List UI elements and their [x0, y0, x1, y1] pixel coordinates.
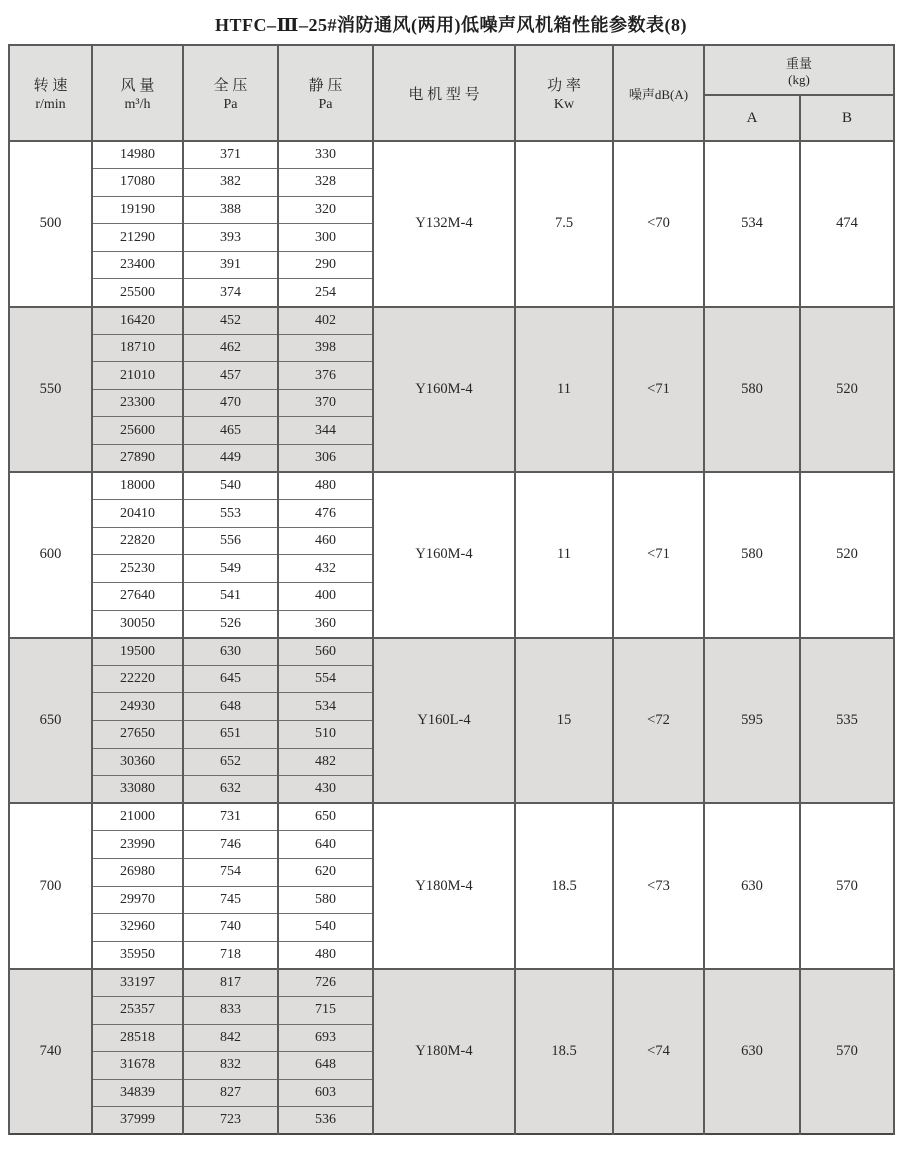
static-pressure-cell: 476	[278, 500, 373, 528]
total-pressure-cell: 833	[183, 996, 278, 1024]
total-pressure-cell: 731	[183, 803, 278, 831]
flow-cell: 22820	[92, 527, 183, 555]
flow-cell: 25500	[92, 279, 183, 307]
static-pressure-cell: 400	[278, 583, 373, 611]
speed-cell: 600	[9, 472, 92, 638]
total-pressure-cell: 540	[183, 472, 278, 500]
flow-cell: 29970	[92, 886, 183, 914]
header-speed-unit: r/min	[35, 96, 66, 112]
static-pressure-cell: 580	[278, 886, 373, 914]
weight-b-cell: 520	[800, 472, 894, 638]
static-pressure-cell: 344	[278, 417, 373, 445]
static-pressure-cell: 432	[278, 555, 373, 583]
total-pressure-cell: 457	[183, 362, 278, 390]
static-pressure-cell: 715	[278, 996, 373, 1024]
motor-model-cell: Y132M-4	[373, 141, 515, 307]
weight-a-cell: 534	[704, 141, 800, 307]
header-total-pressure-unit: Pa	[223, 96, 238, 112]
flow-cell: 27650	[92, 720, 183, 748]
static-pressure-cell: 693	[278, 1024, 373, 1052]
weight-a-cell: 630	[704, 969, 800, 1135]
total-pressure-cell: 371	[183, 141, 278, 169]
noise-cell: <71	[613, 472, 704, 638]
total-pressure-cell: 382	[183, 169, 278, 197]
flow-cell: 26980	[92, 858, 183, 886]
speed-cell: 500	[9, 141, 92, 307]
static-pressure-cell: 370	[278, 389, 373, 417]
header-motor-model-zh: 电 机 型 号	[408, 86, 480, 103]
flow-cell: 20410	[92, 500, 183, 528]
flow-cell: 27640	[92, 583, 183, 611]
flow-cell: 31678	[92, 1052, 183, 1080]
flow-cell: 25357	[92, 996, 183, 1024]
static-pressure-cell: 480	[278, 472, 373, 500]
weight-b-cell: 570	[800, 969, 894, 1135]
weight-b-cell: 520	[800, 307, 894, 473]
static-pressure-cell: 430	[278, 776, 373, 804]
fan-performance-table	[8, 44, 895, 1135]
total-pressure-cell: 648	[183, 693, 278, 721]
header-weight-unit: (kg)	[788, 71, 810, 87]
static-pressure-cell: 510	[278, 720, 373, 748]
header-speed-zh: 转 速	[33, 77, 68, 94]
total-pressure-cell: 449	[183, 445, 278, 473]
flow-cell: 33080	[92, 776, 183, 804]
weight-a-cell: 580	[704, 472, 800, 638]
static-pressure-cell: 480	[278, 941, 373, 969]
motor-model-cell: Y160M-4	[373, 472, 515, 638]
total-pressure-cell: 745	[183, 886, 278, 914]
static-pressure-cell: 328	[278, 169, 373, 197]
weight-a-cell: 630	[704, 803, 800, 969]
weight-b-cell: 535	[800, 638, 894, 804]
total-pressure-cell: 452	[183, 307, 278, 335]
total-pressure-cell: 553	[183, 500, 278, 528]
total-pressure-cell: 754	[183, 858, 278, 886]
flow-cell: 23300	[92, 389, 183, 417]
flow-cell: 22220	[92, 665, 183, 693]
total-pressure-cell: 632	[183, 776, 278, 804]
total-pressure-cell: 746	[183, 831, 278, 859]
flow-cell: 27890	[92, 445, 183, 473]
total-pressure-cell: 740	[183, 914, 278, 942]
flow-cell: 19190	[92, 196, 183, 224]
total-pressure-cell: 630	[183, 638, 278, 666]
noise-cell: <73	[613, 803, 704, 969]
flow-cell: 14980	[92, 141, 183, 169]
flow-cell: 21000	[92, 803, 183, 831]
header-static-pressure-zh: 静 压	[308, 77, 343, 94]
header-weight-a: A	[704, 95, 800, 141]
total-pressure-cell: 465	[183, 417, 278, 445]
static-pressure-cell: 320	[278, 196, 373, 224]
total-pressure-cell: 541	[183, 583, 278, 611]
flow-cell: 18710	[92, 334, 183, 362]
static-pressure-cell: 650	[278, 803, 373, 831]
static-pressure-cell: 603	[278, 1079, 373, 1107]
total-pressure-cell: 391	[183, 251, 278, 279]
header-flow	[92, 45, 183, 141]
total-pressure-cell: 817	[183, 969, 278, 997]
static-pressure-cell: 330	[278, 141, 373, 169]
table-body	[9, 141, 894, 1134]
flow-cell: 32960	[92, 914, 183, 942]
static-pressure-cell: 290	[278, 251, 373, 279]
noise-cell: <70	[613, 141, 704, 307]
total-pressure-cell: 556	[183, 527, 278, 555]
header-static-pressure-unit: Pa	[318, 96, 333, 112]
flow-cell: 30050	[92, 610, 183, 638]
total-pressure-cell: 842	[183, 1024, 278, 1052]
total-pressure-cell: 832	[183, 1052, 278, 1080]
total-pressure-cell: 652	[183, 748, 278, 776]
noise-cell: <72	[613, 638, 704, 804]
total-pressure-cell: 462	[183, 334, 278, 362]
weight-b-cell: 570	[800, 803, 894, 969]
flow-cell: 21010	[92, 362, 183, 390]
motor-model-cell: Y160M-4	[373, 307, 515, 473]
header-power-zh: 功 率	[547, 77, 581, 94]
static-pressure-cell: 376	[278, 362, 373, 390]
flow-cell: 17080	[92, 169, 183, 197]
flow-cell: 28518	[92, 1024, 183, 1052]
power-cell: 18.5	[515, 803, 613, 969]
table-row	[9, 472, 894, 500]
header-noise	[613, 45, 704, 141]
total-pressure-cell: 549	[183, 555, 278, 583]
flow-cell: 18000	[92, 472, 183, 500]
header-power-unit: Kw	[553, 96, 575, 112]
power-cell: 7.5	[515, 141, 613, 307]
flow-cell: 19500	[92, 638, 183, 666]
table-row	[9, 307, 894, 335]
table-row	[9, 969, 894, 997]
header-static-pressure	[278, 45, 373, 141]
header-motor-model	[373, 45, 515, 141]
flow-cell: 21290	[92, 224, 183, 252]
header-flow-unit: m³/h	[124, 96, 151, 112]
static-pressure-cell: 360	[278, 610, 373, 638]
weight-a-cell: 580	[704, 307, 800, 473]
total-pressure-cell: 470	[183, 389, 278, 417]
power-cell: 11	[515, 472, 613, 638]
static-pressure-cell: 540	[278, 914, 373, 942]
header-flow-zh: 风 量	[120, 77, 155, 94]
motor-model-cell: Y160L-4	[373, 638, 515, 804]
static-pressure-cell: 620	[278, 858, 373, 886]
header-weight-b: B	[800, 95, 894, 141]
header-speed	[9, 45, 92, 141]
static-pressure-cell: 536	[278, 1107, 373, 1135]
static-pressure-cell: 254	[278, 279, 373, 307]
flow-cell: 30360	[92, 748, 183, 776]
flow-cell: 35950	[92, 941, 183, 969]
power-cell: 15	[515, 638, 613, 804]
total-pressure-cell: 827	[183, 1079, 278, 1107]
noise-cell: <71	[613, 307, 704, 473]
header-total-pressure	[183, 45, 278, 141]
total-pressure-cell: 645	[183, 665, 278, 693]
static-pressure-cell: 726	[278, 969, 373, 997]
static-pressure-cell: 300	[278, 224, 373, 252]
total-pressure-cell: 723	[183, 1107, 278, 1135]
header-total-pressure-zh: 全 压	[213, 77, 248, 94]
static-pressure-cell: 460	[278, 527, 373, 555]
header-weight	[704, 45, 894, 95]
flow-cell: 25230	[92, 555, 183, 583]
weight-b-cell: 474	[800, 141, 894, 307]
header-weight-zh: 重量	[786, 55, 813, 71]
flow-cell: 23400	[92, 251, 183, 279]
flow-cell: 33197	[92, 969, 183, 997]
table-row	[9, 141, 894, 169]
static-pressure-cell: 534	[278, 693, 373, 721]
speed-cell: 700	[9, 803, 92, 969]
page-title: HTFC–Ⅲ–25#消防通风(两用)低噪声风机箱性能参数表(8)	[215, 15, 687, 35]
header-noise-zh: 噪声dB(A)	[628, 86, 689, 102]
speed-cell: 740	[9, 969, 92, 1135]
static-pressure-cell: 560	[278, 638, 373, 666]
total-pressure-cell: 718	[183, 941, 278, 969]
static-pressure-cell: 482	[278, 748, 373, 776]
static-pressure-cell: 554	[278, 665, 373, 693]
power-cell: 18.5	[515, 969, 613, 1135]
power-cell: 11	[515, 307, 613, 473]
flow-cell: 23990	[92, 831, 183, 859]
table-header	[9, 45, 894, 141]
total-pressure-cell: 374	[183, 279, 278, 307]
noise-cell: <74	[613, 969, 704, 1135]
weight-a-cell: 595	[704, 638, 800, 804]
total-pressure-cell: 393	[183, 224, 278, 252]
static-pressure-cell: 306	[278, 445, 373, 473]
header-power	[515, 45, 613, 141]
static-pressure-cell: 398	[278, 334, 373, 362]
table-row	[9, 803, 894, 831]
total-pressure-cell: 526	[183, 610, 278, 638]
total-pressure-cell: 388	[183, 196, 278, 224]
flow-cell: 37999	[92, 1107, 183, 1135]
table-row	[9, 638, 894, 666]
motor-model-cell: Y180M-4	[373, 969, 515, 1135]
flow-cell: 34839	[92, 1079, 183, 1107]
flow-cell: 24930	[92, 693, 183, 721]
speed-cell: 650	[9, 638, 92, 804]
flow-cell: 16420	[92, 307, 183, 335]
flow-cell: 25600	[92, 417, 183, 445]
total-pressure-cell: 651	[183, 720, 278, 748]
motor-model-cell: Y180M-4	[373, 803, 515, 969]
static-pressure-cell: 402	[278, 307, 373, 335]
static-pressure-cell: 640	[278, 831, 373, 859]
speed-cell: 550	[9, 307, 92, 473]
static-pressure-cell: 648	[278, 1052, 373, 1080]
